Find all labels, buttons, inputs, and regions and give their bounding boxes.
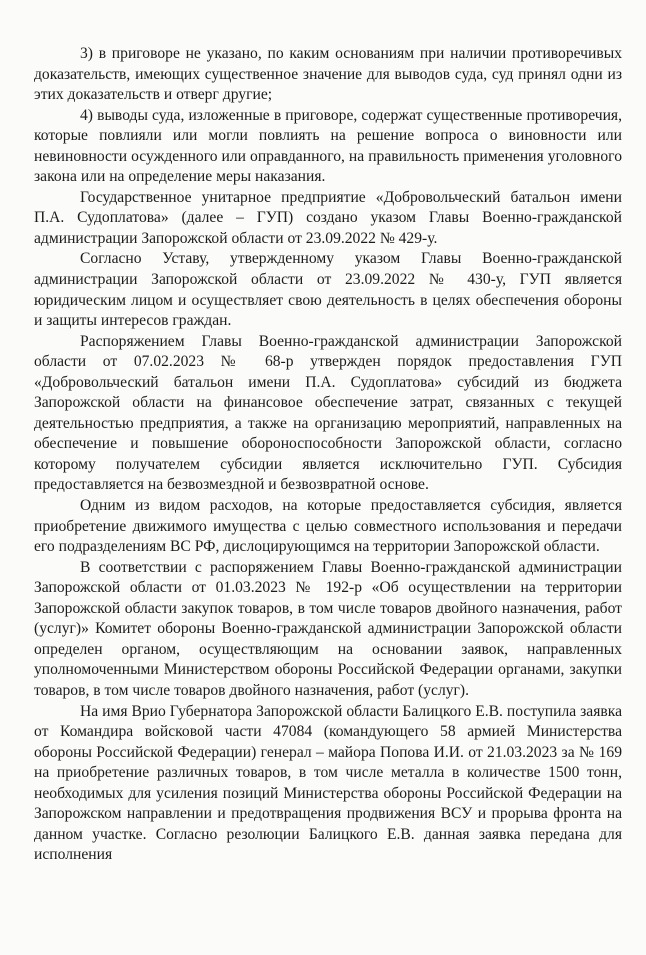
paragraph-military-request: На имя Врио Губернатора Запорожской области Балицкого Е.В. поступила заявка от Командира войсковой части 47084 (командующего 58 армией Министерства обороны Российской Федерации) генерал – майора Попова И.И. от 21.03.2023 за № 169 на приобретение различных товаров, в том числе металла в количестве 1500 тонн, необходимых для усиления позиций Министерства обороны Российской Федерации на Запорожском направлении и предотвращения продвижения ВСУ и прорыва фронта на данном участке. Согласно резолюции Балицкого Е.В. данная заявка передана для исполнения bbox=[34, 702, 622, 864]
paragraph-procurement-order: В соответствии с распоряжением Главы Военно-гражданской администрации Запорожской области от 01.03.2023 № 192-р «Об осуществлении на территории Запорожской области закупок товаров, в том числе товаров двойного назначения, работ (услуг)» Комитет обороны Военно-гражданской администрации Запорожской области определен органом, осуществляющим на основании заявок, направленных уполномоченными Министерством обороны Российской Федерации органами, закупки товаров, в том числе товаров двойного назначения, работ (услуг). bbox=[34, 558, 622, 699]
paragraph-subsidy-order: Распоряжением Главы Военно-гражданской администрации Запорожской области от 07.02.2023 № 68-р утвержден порядок предоставления ГУП «Добровольческий батальон имени П.А. Судоплатова» субсидий из бюджета Запорожской области на финансовое обеспечение затрат, связанных с текущей деятельностью предприятия, а также на организацию мероприятий, направленных на обеспечение и повышение обороноспособности Запорожской области, согласно которому получателем субсидии является исключительно ГУП. Субсидия предоставляется на безвозмездной и безвозвратной основе. bbox=[34, 332, 622, 494]
paragraph-expense-type: Одним из видом расходов, на которые предоставляется субсидия, является приобретение движимого имущества с целью совместного использования и передачи его подразделениям ВС РФ, дислоцирующимся на территории Запорожской области. bbox=[34, 497, 622, 556]
paragraph-item-4: 4) выводы суда, изложенные в приговоре, содержат существенные противоречия, которые повлияли или могли повлиять на решение вопроса о виновности или невиновности осужденного или оправданного, на правильность применения уголовного закона или на определение меры наказания. bbox=[34, 106, 622, 186]
paragraph-gup-charter: Согласно Уставу, утвержденному указом Главы Военно-гражданской администрации Запорожской области от 23.09.2022 № 430-у, ГУП является юридическим лицом и осуществляет свою деятельность в целях обеспечения обороны и защиты интересов граждан. bbox=[34, 250, 622, 330]
paragraph-item-3: 3) в приговоре не указано, по каким основаниям при наличии противоречивых доказательств, имеющих существенное значение для выводов суда, суд принял одни из этих доказательств и отверг другие; bbox=[34, 45, 622, 104]
paragraph-gup-creation: Государственное унитарное предприятие «Добровольческий батальон имени П.А. Судоплатова» (далее – ГУП) создано указом Главы Военно-гражданской администрации Запорожской области от 23.09.2022 № 429-у. bbox=[34, 188, 622, 247]
